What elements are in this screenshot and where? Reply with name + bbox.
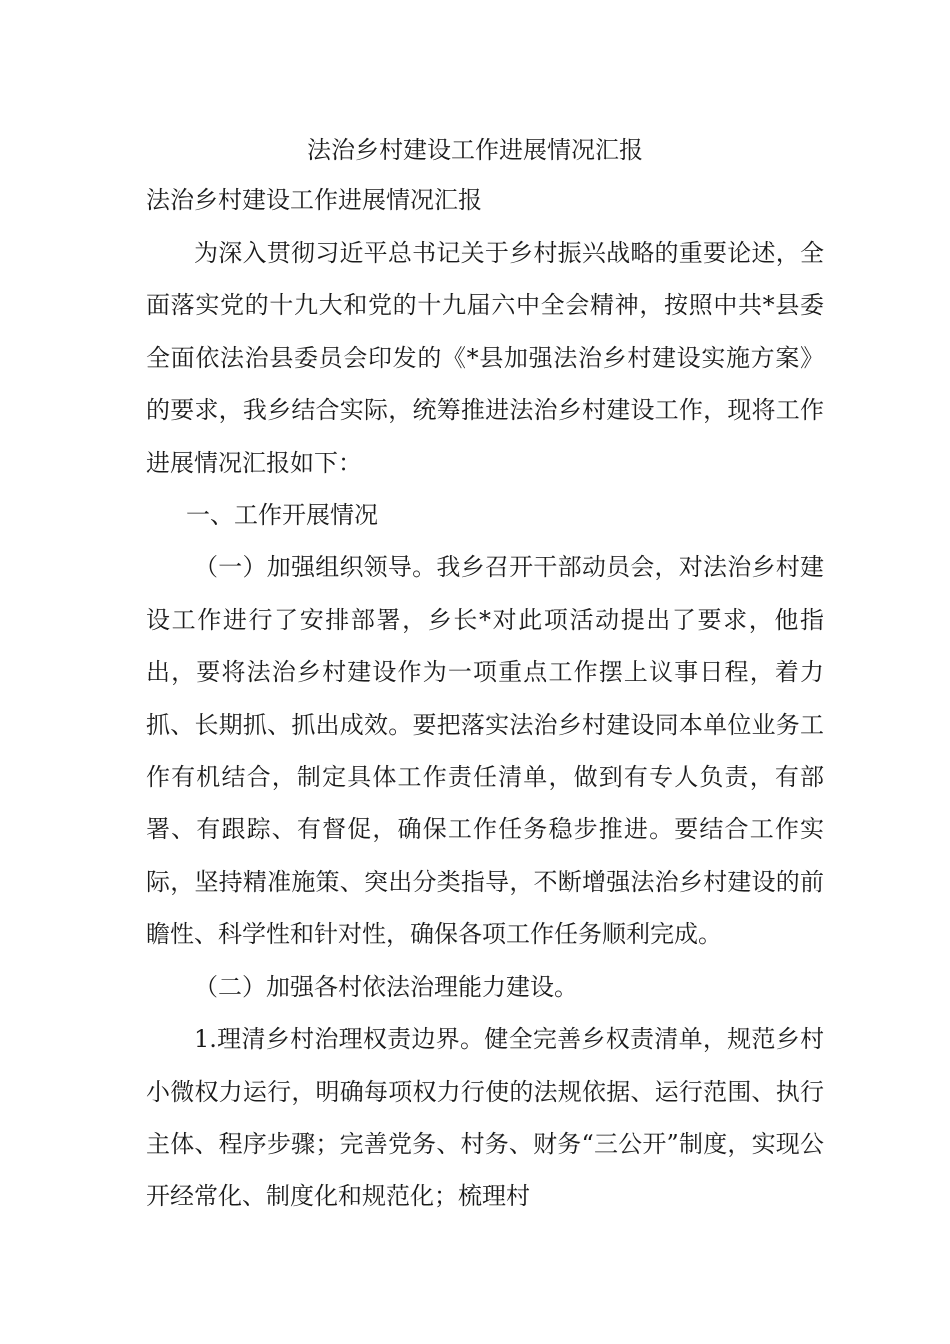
item-paragraph-organization: （一）加强组织领导。我乡召开干部动员会，对法治乡村建设工作进行了安排部署，乡长*对此项活动提出了要求，他指出，要将法治乡村建设作为一项重点工作摆上议事日程，着力抓、长期抓、抓出成效。要把落实法治乡村建设同本单位业务工作有机结合，制定具体工作责任清单，做到有专人负责，有部署、有跟踪、有督促，确保工作任务稳步推进。要结合工作实际，坚持精准施策、突出分类指导，不断增强法治乡村建设的前瞻性、科学性和针对性，确保各项工作任务顺利完成。: [146, 553, 824, 949]
item-heading-capacity: （二）加强各村依法治理能力建设。: [194, 972, 578, 1001]
section-heading: 一、工作开展情况: [186, 501, 378, 530]
document-subtitle: 法治乡村建设工作进展情况汇报: [146, 186, 482, 214]
intro-paragraph: 为深入贯彻习近平总书记关于乡村振兴战略的重要论述，全面落实党的十九大和党的十九届六中全会精神，按照中共*县委全面依法治县委员会印发的《*县加强法治乡村建设实施方案》的要求，我乡结合实际，统筹推进法治乡村建设工作，现将工作进展情况汇报如下：: [146, 239, 824, 477]
document-body: [146, 227, 824, 1223]
point-paragraph-powers: 1.理清乡村治理权责边界。健全完善乡权责清单，规范乡村小微权力运行，明确每项权力行使的法规依据、运行范围、执行主体、程序步骤；完善党务、村务、财务“三公开”制度，实现公开经常化、制度化和规范化；梳理村: [146, 1025, 824, 1211]
page-title: 法治乡村建设工作进展情况汇报: [307, 136, 643, 164]
